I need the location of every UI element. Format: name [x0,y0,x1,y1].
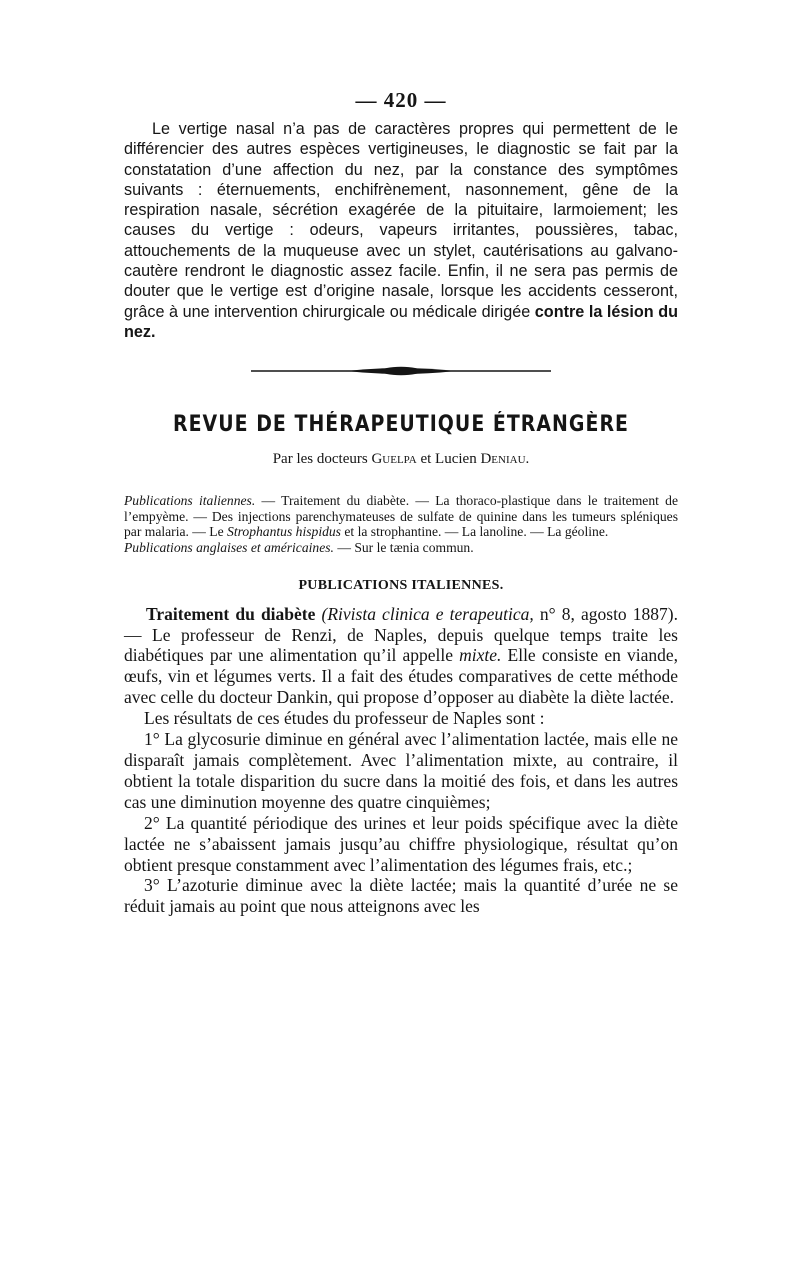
authors-joiner: et Lucien [420,451,477,468]
author-guelpa: Guelpa [371,451,417,468]
authors-prefix: Par les docteurs [272,451,368,468]
review-title: REVUE DE THÉRAPEUTIQUE ÉTRANGÈRE [172,412,630,438]
article-paragraph-4: 2° La quantité périodique des urines et leur poids spécifique avec la diète lactée ne s’abaissent jamais jusqu’au chiffre physiologique, résultat qu’on obtient presque constamment avec l’alimentation des légumes frais, etc.; [124,812,678,875]
italian-label: Publications italiennes. [124,493,256,509]
page-number: — 420 — [355,88,447,112]
review-summary [124,493,678,555]
review-authors [124,451,678,468]
authors-suffix: . [525,451,530,468]
article-paragraph-3: 1° La glycosurie diminue en général avec l’alimentation lactée, mais elle ne disparaît jamais complètement. Avec l’alimentation mixte, au contraire, il obtient la totale disparition du sucre dans la moitié des fois, et dans les autres cas une diminution moyenne des quatre cinquièmes; [124,729,678,812]
summary-italian [124,493,678,540]
book-page [124,88,678,917]
anglo-items: — Sur le tænia commun. [337,540,474,556]
section-heading: PUBLICATIONS ITALIENNES. [298,577,504,593]
anglo-label: Publications anglaises et américaines. [124,540,334,556]
article-source-rest: n° 8, agosto 1887). — Le professeur de Renzi, de Naples, depuis quelque temps traite les diabétiques par une alimentation qu’il appelle [124,603,679,666]
article-body [124,604,678,918]
intro-text: Le vertige nasal n’a pas de caractères propres qui permettent de le différencier des autres espèces vertigineuses, le diagnostic se fait par la constatation d’une affection du nez, par la constance des symptômes suivants : éternuements, enchifrènement, nasonnement, gêne de la respiration nasale, sécrétion exagérée de la pituitaire, larmoiement; les causes du vertige : odeurs, vapeurs irritantes, poussières, tabac, attouchements de la muqueuse avec un stylet, cautérisations au galvano-cautère rendront le diagnostic assez facile. Enfin, il ne sera pas permis de douter que le vertige est d’origine nasale, lorsque les accidents cesseront, grâce à une intervention chirurgicale ou médicale dirigée [124,120,678,321]
article-paragraph-1 [124,604,678,709]
intro-paragraph [124,119,678,342]
article-paragraph-2: Les résultats de ces études du professeur de Naples sont : [144,708,545,729]
summary-anglo [124,540,678,556]
article-heading: Traitement du diabète [146,603,316,624]
intro-end: contre la lésion du nez. [124,302,678,341]
ornamental-rule-icon [251,366,551,376]
article-mixte: mixte. [459,645,502,666]
article-source: (Rivista clinica e terapeutica, [321,603,534,624]
article-paragraph-5: 3° L’azoturie diminue avec la diète lactée; mais la quantité d’urée ne se réduit jamais au point que nous atteignons avec les [124,875,678,917]
article-p1-rest: Elle consiste en viande, œufs, vin et légumes verts. Il a fait des études comparatives de cette méthode avec celle du docteur Dankin, qui propose d’opposer au diabète la diète lactée. [124,645,678,708]
author-deniau: Deniau [480,451,526,468]
strophantus-name: Strophantus hispidus [227,524,341,540]
italian-items: — Traitement du diabète. — La thoraco-plastique dans le traitement de l’empyème. — Des injections parenchymateuses de sulfate de quinine dans les tumeurs spléniques par malaria. — Le [124,493,678,540]
italian-items-end: et la strophantine. — La lanoline. — La géoline. [344,524,609,540]
